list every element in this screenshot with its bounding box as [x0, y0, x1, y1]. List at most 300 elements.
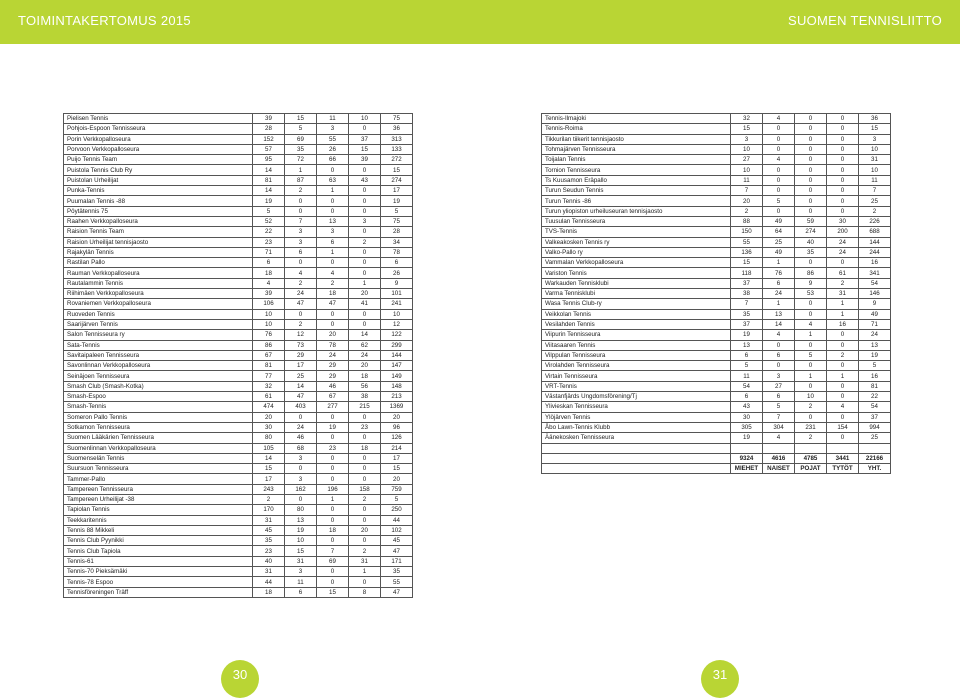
count-cell: 0	[763, 361, 795, 371]
clubs-table-left	[63, 113, 413, 598]
table-row	[64, 505, 413, 515]
count-cell: 17	[253, 474, 285, 484]
count-cell: 15	[285, 546, 317, 556]
count-cell: 78	[317, 340, 349, 350]
count-cell: 0	[317, 319, 349, 329]
count-cell: 274	[381, 175, 413, 185]
club-name-cell: Smash-Tennis	[64, 402, 253, 412]
count-cell: 26	[381, 268, 413, 278]
table-row	[64, 515, 413, 525]
count-cell: 39	[253, 289, 285, 299]
count-cell: 19	[381, 196, 413, 206]
count-cell: 0	[349, 258, 381, 268]
count-cell: 61	[827, 268, 859, 278]
table-row	[64, 494, 413, 504]
count-cell: 3	[317, 227, 349, 237]
count-cell: 1	[795, 330, 827, 340]
table-row	[64, 453, 413, 463]
count-cell: 17	[381, 186, 413, 196]
spacer-row	[542, 443, 891, 453]
count-cell: 0	[349, 319, 381, 329]
club-name-cell: TVS-Tennis	[542, 227, 731, 237]
count-cell: 47	[317, 299, 349, 309]
club-name-cell: Turun Seudun Tennis	[542, 186, 731, 196]
count-cell: 24	[827, 247, 859, 257]
count-cell: 19	[285, 525, 317, 535]
count-cell: 5	[763, 402, 795, 412]
count-cell: 4	[763, 155, 795, 165]
count-cell: 20	[317, 330, 349, 340]
count-cell: 27	[731, 155, 763, 165]
table-row	[64, 412, 413, 422]
count-cell: 44	[253, 577, 285, 587]
table-row	[64, 216, 413, 226]
count-cell: 95	[253, 155, 285, 165]
count-cell: 63	[317, 175, 349, 185]
report-title: TOIMINTAKERTOMUS 2015	[18, 13, 191, 28]
count-cell: 16	[827, 319, 859, 329]
count-cell: 46	[285, 433, 317, 443]
count-cell: 37	[731, 319, 763, 329]
count-cell: 1369	[381, 402, 413, 412]
table-row	[542, 299, 891, 309]
count-cell: 10	[731, 144, 763, 154]
label-men: MIEHET	[731, 464, 763, 474]
count-cell: 19	[731, 433, 763, 443]
count-cell: 0	[763, 124, 795, 134]
table-row	[64, 268, 413, 278]
count-cell: 0	[285, 206, 317, 216]
count-cell: 78	[381, 247, 413, 257]
count-cell: 25	[859, 433, 891, 443]
count-cell: 1	[349, 567, 381, 577]
table-row	[64, 309, 413, 319]
count-cell: 0	[349, 227, 381, 237]
club-name-cell: Suomenlinnan Verkkopalloseura	[64, 443, 253, 453]
count-cell: 0	[795, 155, 827, 165]
count-cell: 23	[349, 422, 381, 432]
table-row	[542, 206, 891, 216]
count-cell: 0	[349, 247, 381, 257]
count-cell: 29	[285, 350, 317, 360]
club-name-cell: VRT-Tennis	[542, 381, 731, 391]
count-cell: 18	[317, 525, 349, 535]
count-cell: 22	[859, 392, 891, 402]
count-cell: 57	[253, 144, 285, 154]
count-cell: 2	[317, 278, 349, 288]
club-name-cell: Teekkaritennis	[64, 515, 253, 525]
table-row	[64, 443, 413, 453]
count-cell: 0	[827, 381, 859, 391]
count-cell: 15	[285, 114, 317, 124]
count-cell: 0	[349, 505, 381, 515]
count-cell: 0	[795, 299, 827, 309]
count-cell: 106	[253, 299, 285, 309]
count-cell: 45	[253, 525, 285, 535]
club-name-cell: Tapiolan Tennis	[64, 505, 253, 515]
table-row	[64, 134, 413, 144]
count-cell: 4	[795, 319, 827, 329]
count-cell: 13	[285, 515, 317, 525]
count-cell: 6	[285, 587, 317, 597]
total-boys: 4785	[795, 453, 827, 463]
count-cell: 54	[731, 381, 763, 391]
count-cell: 3	[859, 134, 891, 144]
count-cell: 0	[827, 361, 859, 371]
clubs-table-right	[541, 113, 891, 474]
count-cell: 2	[731, 206, 763, 216]
count-cell: 49	[763, 216, 795, 226]
count-cell: 213	[381, 392, 413, 402]
club-name-cell: Saarijärven Tennis	[64, 319, 253, 329]
club-name-cell: Puistolan Urheilijat	[64, 175, 253, 185]
count-cell: 17	[381, 453, 413, 463]
count-cell: 39	[253, 114, 285, 124]
count-cell: 403	[285, 402, 317, 412]
count-cell: 0	[349, 165, 381, 175]
table-row	[542, 278, 891, 288]
count-cell: 31	[859, 155, 891, 165]
count-cell: 3	[731, 134, 763, 144]
count-cell: 158	[349, 484, 381, 494]
count-cell: 313	[381, 134, 413, 144]
table-row	[64, 525, 413, 535]
count-cell: 55	[381, 577, 413, 587]
count-cell: 200	[827, 227, 859, 237]
count-cell: 0	[349, 433, 381, 443]
count-cell: 147	[381, 361, 413, 371]
count-cell: 6	[731, 350, 763, 360]
count-cell: 31	[349, 556, 381, 566]
count-cell: 18	[349, 443, 381, 453]
table-row	[542, 340, 891, 350]
count-cell: 29	[317, 361, 349, 371]
count-cell: 47	[285, 299, 317, 309]
table-row	[64, 227, 413, 237]
table-row	[64, 114, 413, 124]
table-row	[542, 175, 891, 185]
count-cell: 0	[763, 186, 795, 196]
count-cell: 8	[349, 587, 381, 597]
table-row	[64, 433, 413, 443]
count-cell: 7	[763, 412, 795, 422]
club-name-cell: Tammer-Pallo	[64, 474, 253, 484]
count-cell: 45	[381, 536, 413, 546]
totals-labels-row	[542, 464, 891, 474]
organization-name: SUOMEN TENNISLIITTO	[787, 13, 942, 28]
count-cell: 1	[285, 165, 317, 175]
club-name-cell: Rautalammin Tennis	[64, 278, 253, 288]
club-name-cell: Tampereen Urheilijat -38	[64, 494, 253, 504]
count-cell: 6	[763, 350, 795, 360]
count-cell: 0	[827, 196, 859, 206]
count-cell: 0	[285, 412, 317, 422]
club-name-cell: Suursuon Tennisseura	[64, 464, 253, 474]
count-cell: 15	[859, 124, 891, 134]
club-name-cell: Pohjois-Espoon Tennisseura	[64, 124, 253, 134]
count-cell: 3	[285, 227, 317, 237]
count-cell: 14	[253, 453, 285, 463]
club-name-cell: Tikkurilan tiikerit tennisjaosto	[542, 134, 731, 144]
count-cell: 35	[381, 567, 413, 577]
club-name-cell: Tennis-Roima	[542, 124, 731, 134]
count-cell: 55	[317, 134, 349, 144]
count-cell: 4	[763, 433, 795, 443]
count-cell: 2	[859, 206, 891, 216]
count-cell: 27	[763, 381, 795, 391]
count-cell: 5	[731, 361, 763, 371]
table-row	[64, 484, 413, 494]
count-cell: 299	[381, 340, 413, 350]
count-cell: 18	[349, 371, 381, 381]
table-row	[64, 340, 413, 350]
count-cell: 10	[381, 309, 413, 319]
count-cell: 102	[381, 525, 413, 535]
count-cell: 0	[285, 464, 317, 474]
count-cell: 7	[859, 186, 891, 196]
table-row	[64, 299, 413, 309]
count-cell: 215	[349, 402, 381, 412]
table-row	[542, 237, 891, 247]
count-cell: 15	[317, 587, 349, 597]
table-row	[64, 350, 413, 360]
count-cell: 75	[381, 114, 413, 124]
count-cell: 162	[285, 484, 317, 494]
count-cell: 0	[317, 258, 349, 268]
count-cell: 18	[253, 268, 285, 278]
count-cell: 0	[827, 175, 859, 185]
count-cell: 72	[285, 155, 317, 165]
count-cell: 305	[731, 422, 763, 432]
count-cell: 0	[317, 309, 349, 319]
count-cell: 0	[349, 206, 381, 216]
count-cell: 688	[859, 227, 891, 237]
count-cell: 20	[349, 289, 381, 299]
count-cell: 4	[763, 114, 795, 124]
count-cell: 0	[349, 124, 381, 134]
count-cell: 24	[285, 422, 317, 432]
count-cell: 6	[731, 392, 763, 402]
club-name-cell: Ruoveden Tennis	[64, 309, 253, 319]
count-cell: 0	[795, 114, 827, 124]
table-row	[64, 567, 413, 577]
total-men: 9324	[731, 453, 763, 463]
count-cell: 19	[317, 422, 349, 432]
table-row	[64, 124, 413, 134]
count-cell: 13	[317, 216, 349, 226]
count-cell: 0	[349, 453, 381, 463]
club-name-cell: Tennis-61	[64, 556, 253, 566]
club-name-cell: Toijalan Tennis	[542, 155, 731, 165]
count-cell: 7	[317, 546, 349, 556]
count-cell: 18	[253, 587, 285, 597]
count-cell: 0	[349, 474, 381, 484]
count-cell: 474	[253, 402, 285, 412]
count-cell: 10	[795, 392, 827, 402]
table-row	[542, 289, 891, 299]
count-cell: 0	[795, 124, 827, 134]
club-name-cell: Virtain Tennisseura	[542, 371, 731, 381]
count-cell: 0	[795, 134, 827, 144]
count-cell: 0	[827, 412, 859, 422]
count-cell: 0	[795, 165, 827, 175]
club-name-cell: Puistola Tennis Club Ry	[64, 165, 253, 175]
club-name-cell: Tennis-70 Pieksämäki	[64, 567, 253, 577]
count-cell: 52	[253, 216, 285, 226]
count-cell: 20	[349, 525, 381, 535]
count-cell: 1	[763, 258, 795, 268]
count-cell: 6	[253, 258, 285, 268]
club-name-cell: Ylivieskan Tennisseura	[542, 402, 731, 412]
count-cell: 3	[317, 124, 349, 134]
count-cell: 250	[381, 505, 413, 515]
count-cell: 1	[827, 299, 859, 309]
count-cell: 0	[795, 381, 827, 391]
count-cell: 15	[731, 258, 763, 268]
count-cell: 10	[285, 536, 317, 546]
count-cell: 20	[381, 412, 413, 422]
count-cell: 2	[285, 278, 317, 288]
count-cell: 0	[827, 433, 859, 443]
count-cell: 35	[795, 247, 827, 257]
count-cell: 30	[827, 216, 859, 226]
count-cell: 11	[731, 175, 763, 185]
count-cell: 16	[859, 371, 891, 381]
count-cell: 23	[253, 546, 285, 556]
count-cell: 39	[349, 155, 381, 165]
count-cell: 32	[253, 381, 285, 391]
table-row	[64, 361, 413, 371]
club-name-cell: Tohmajärven Tennisseura	[542, 144, 731, 154]
count-cell: 31	[827, 289, 859, 299]
count-cell: 0	[827, 114, 859, 124]
count-cell: 0	[827, 206, 859, 216]
club-name-cell: Valkeakosken Tennis ry	[542, 237, 731, 247]
count-cell: 32	[731, 114, 763, 124]
club-name-cell: Riihimäen Verkkopalloseura	[64, 289, 253, 299]
count-cell: 0	[317, 505, 349, 515]
count-cell: 4	[253, 278, 285, 288]
table-row	[64, 175, 413, 185]
table-row	[542, 124, 891, 134]
table-row	[64, 422, 413, 432]
club-name-cell: Savonlinnan Verkkopalloseura	[64, 361, 253, 371]
count-cell: 24	[827, 237, 859, 247]
count-cell: 11	[285, 577, 317, 587]
count-cell: 0	[795, 258, 827, 268]
label-total: YHT.	[859, 464, 891, 474]
club-name-cell: Tennis-Ilmajoki	[542, 114, 731, 124]
count-cell: 1	[795, 371, 827, 381]
count-cell: 10	[859, 144, 891, 154]
count-cell: 0	[763, 144, 795, 154]
count-cell: 86	[795, 268, 827, 278]
table-row	[64, 381, 413, 391]
count-cell: 16	[859, 258, 891, 268]
club-name-cell: Valko-Pallo ry	[542, 247, 731, 257]
table-row	[542, 319, 891, 329]
count-cell: 0	[795, 144, 827, 154]
count-cell: 6	[763, 392, 795, 402]
count-cell: 6	[317, 237, 349, 247]
count-cell: 5	[285, 124, 317, 134]
table-row	[64, 186, 413, 196]
count-cell: 0	[795, 196, 827, 206]
totals-row	[542, 453, 891, 463]
count-cell: 77	[253, 371, 285, 381]
count-cell: 136	[731, 247, 763, 257]
count-cell: 54	[859, 278, 891, 288]
count-cell: 73	[285, 340, 317, 350]
count-cell: 24	[859, 330, 891, 340]
count-cell: 44	[381, 515, 413, 525]
club-name-cell: Veikkolan Tennis	[542, 309, 731, 319]
count-cell: 759	[381, 484, 413, 494]
count-cell: 243	[253, 484, 285, 494]
count-cell: 0	[317, 433, 349, 443]
count-cell: 62	[349, 340, 381, 350]
count-cell: 13	[763, 309, 795, 319]
count-cell: 5	[381, 206, 413, 216]
table-row	[542, 155, 891, 165]
table-row	[64, 371, 413, 381]
table-row	[64, 155, 413, 165]
table-row	[542, 114, 891, 124]
count-cell: 0	[795, 175, 827, 185]
count-cell: 5	[859, 361, 891, 371]
count-cell: 6	[381, 258, 413, 268]
count-cell: 9	[381, 278, 413, 288]
count-cell: 0	[763, 206, 795, 216]
count-cell: 10	[253, 319, 285, 329]
club-name-cell: Smash Club (Smash-Kotka)	[64, 381, 253, 391]
count-cell: 146	[859, 289, 891, 299]
count-cell: 214	[381, 443, 413, 453]
club-name-cell: Sotkamon Tennisseura	[64, 422, 253, 432]
count-cell: 59	[795, 216, 827, 226]
count-cell: 3	[285, 237, 317, 247]
club-name-cell: Tuusulan Tennisseura	[542, 216, 731, 226]
count-cell: 5	[381, 494, 413, 504]
count-cell: 0	[795, 361, 827, 371]
club-name-cell: Tennis-78 Espoo	[64, 577, 253, 587]
club-name-cell: Vammalan Verkkopalloseura	[542, 258, 731, 268]
count-cell: 81	[253, 361, 285, 371]
table-row	[64, 319, 413, 329]
club-name-cell: Porvoon Verkkopalloseura	[64, 144, 253, 154]
count-cell: 154	[827, 422, 859, 432]
table-row	[542, 433, 891, 443]
club-name-cell: Ylöjärven Tennis	[542, 412, 731, 422]
count-cell: 26	[317, 144, 349, 154]
table-row	[542, 371, 891, 381]
table-row	[64, 474, 413, 484]
count-cell: 23	[317, 443, 349, 453]
table-row	[542, 268, 891, 278]
count-cell: 37	[859, 412, 891, 422]
count-cell: 19	[859, 350, 891, 360]
count-cell: 15	[731, 124, 763, 134]
count-cell: 0	[795, 186, 827, 196]
count-cell: 88	[731, 216, 763, 226]
count-cell: 37	[731, 278, 763, 288]
count-cell: 3	[285, 474, 317, 484]
club-name-cell: Äänekosken Tennisseura	[542, 433, 731, 443]
table-row	[542, 165, 891, 175]
table-row	[542, 412, 891, 422]
count-cell: 1	[827, 371, 859, 381]
table-row	[64, 165, 413, 175]
